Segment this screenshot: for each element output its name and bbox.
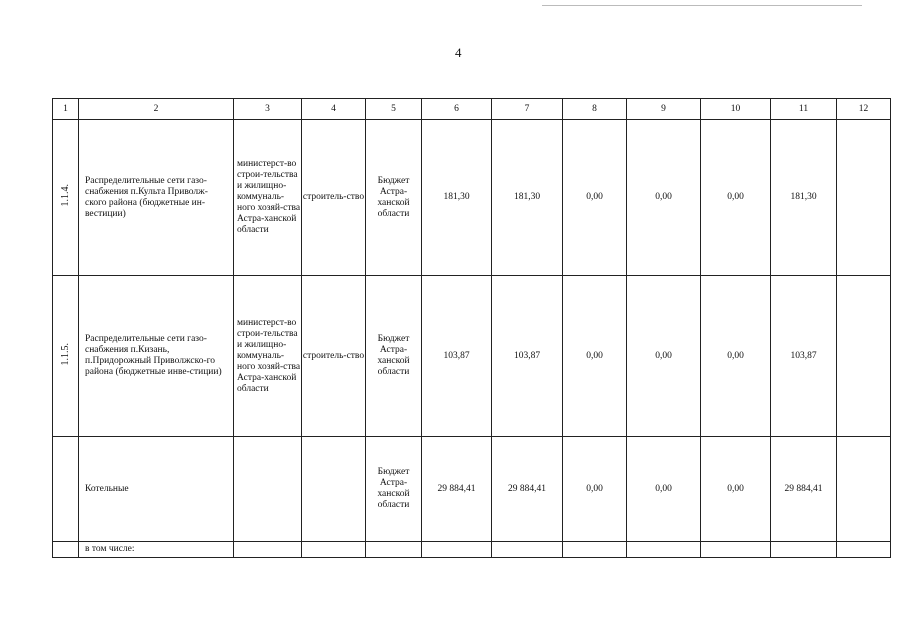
row-ministry: министерст-во строи-тельства и жилищно-коммуналь-ного хозяй-ства Астра-ханской области — [234, 120, 302, 276]
row-ministry — [234, 542, 302, 558]
row-col12 — [837, 276, 891, 437]
row-name: Распределительные сети газо-снабжения п.Кизань, п.Придорожный Приволжско-го района (бюджетные инве-стиции) — [79, 276, 234, 437]
row-col7: 103,87 — [492, 276, 563, 437]
row-col6 — [422, 542, 492, 558]
row-col10: 0,00 — [701, 276, 771, 437]
row-name: Распределительные сети газо-снабжения п.Культа Приволж-ского района (бюджетные ин-вестиции) — [79, 120, 234, 276]
row-ministry: министерст-во строи-тельства и жилищно-коммуналь-ного хозяй-ства Астра-ханской области — [234, 276, 302, 437]
top-rule — [542, 5, 862, 6]
row-col7 — [492, 542, 563, 558]
table-row — [53, 437, 891, 542]
row-source: Бюджет Астра-ханской области — [366, 437, 422, 542]
row-col6: 103,87 — [422, 276, 492, 437]
row-col12 — [837, 437, 891, 542]
row-col11 — [771, 542, 837, 558]
row-col9: 0,00 — [627, 437, 701, 542]
budget-table — [52, 98, 891, 558]
header-cell: 5 — [366, 99, 422, 120]
row-col9: 0,00 — [627, 276, 701, 437]
row-col7: 29 884,41 — [492, 437, 563, 542]
header-cell: 11 — [771, 99, 837, 120]
table-row — [53, 120, 891, 276]
row-source: Бюджет Астра-ханской области — [366, 276, 422, 437]
row-code: 1.1.4. — [60, 184, 71, 207]
row-col9: 0,00 — [627, 120, 701, 276]
row-col11: 181,30 — [771, 120, 837, 276]
row-type — [302, 437, 366, 542]
header-cell: 2 — [79, 99, 234, 120]
row-col12 — [837, 120, 891, 276]
row-col6: 181,30 — [422, 120, 492, 276]
row-col12 — [837, 542, 891, 558]
page-number: 4 — [455, 45, 462, 60]
row-code-cell — [53, 276, 79, 437]
table-row — [53, 542, 891, 558]
row-col8: 0,00 — [563, 120, 627, 276]
row-col7: 181,30 — [492, 120, 563, 276]
row-col10 — [701, 542, 771, 558]
row-col11: 103,87 — [771, 276, 837, 437]
row-col6: 29 884,41 — [422, 437, 492, 542]
row-type — [302, 542, 366, 558]
row-col8: 0,00 — [563, 437, 627, 542]
row-code-cell — [53, 437, 79, 542]
row-col8 — [563, 542, 627, 558]
row-code-cell — [53, 120, 79, 276]
row-col10: 0,00 — [701, 120, 771, 276]
row-code: 1.1.5. — [60, 342, 71, 366]
table-row — [53, 276, 891, 437]
row-source — [366, 542, 422, 558]
header-cell: 7 — [492, 99, 563, 120]
header-row — [53, 99, 891, 120]
row-col10: 0,00 — [701, 437, 771, 542]
row-col8: 0,00 — [563, 276, 627, 437]
row-source: Бюджет Астра-ханской области — [366, 120, 422, 276]
header-cell: 6 — [422, 99, 492, 120]
header-cell: 12 — [837, 99, 891, 120]
row-col9 — [627, 542, 701, 558]
header-cell: 3 — [234, 99, 302, 120]
header-cell: 10 — [701, 99, 771, 120]
header-cell: 4 — [302, 99, 366, 120]
header-cell: 9 — [627, 99, 701, 120]
header-cell: 8 — [563, 99, 627, 120]
row-type: строитель-ство — [302, 120, 366, 276]
row-name: Котельные — [79, 437, 234, 542]
row-ministry — [234, 437, 302, 542]
row-code-cell — [53, 542, 79, 558]
row-name: в том числе: — [79, 542, 234, 558]
row-col11: 29 884,41 — [771, 437, 837, 542]
header-cell: 1 — [53, 99, 79, 120]
row-type: строитель-ство — [302, 276, 366, 437]
